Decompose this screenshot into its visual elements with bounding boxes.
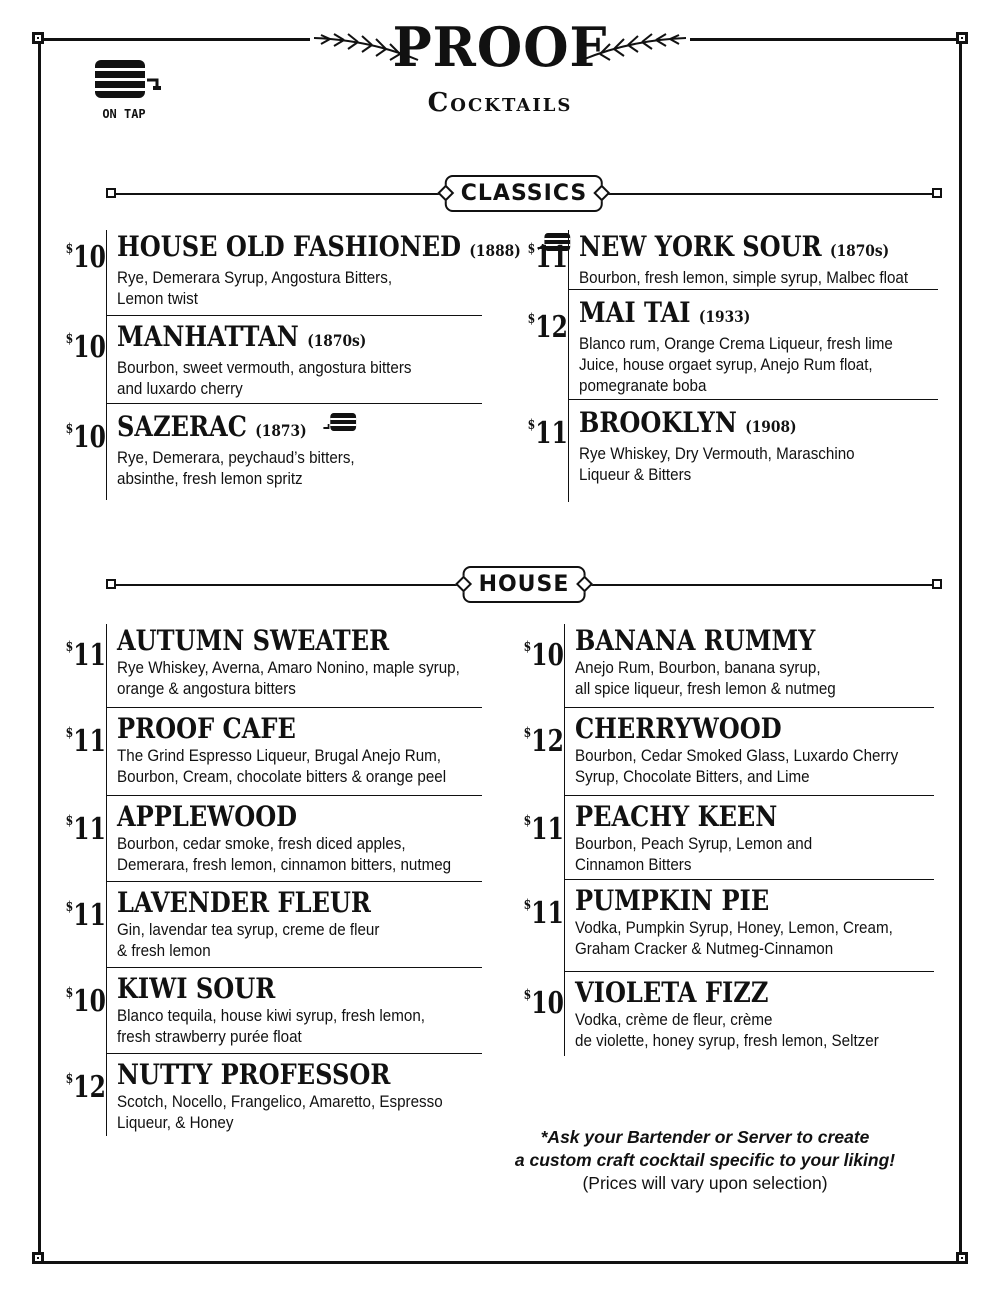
menu-item — [514, 972, 934, 1056]
menu-subtitle: Cocktails — [427, 88, 573, 118]
menu-item — [518, 230, 938, 290]
classics-left-column — [56, 230, 521, 500]
menu-item — [56, 796, 482, 882]
item-description: Blanco tequila, house kiwi syrup, fresh lemon, fresh strawberry purée float — [117, 1007, 425, 1046]
item-description: Vodka, Pumpkin Syrup, Honey, Lemon, Cream, Graham Cracker & Nutmeg-Cinnamon — [575, 919, 893, 958]
house-right-column — [514, 624, 934, 1056]
item-description: Scotch, Nocello, Frangelico, Amaretto, Espresso Liqueur, & Honey — [117, 1093, 443, 1132]
item-name: HOUSE OLD FASHIONED (1888) — [117, 230, 431, 268]
corner-ornament — [956, 1252, 968, 1264]
item-price: $10 — [65, 984, 106, 1019]
menu-item — [56, 968, 482, 1054]
item-name: CHERRYWOOD — [575, 712, 782, 745]
classics-section-divider — [106, 181, 942, 206]
item-description: Rye Whiskey, Averna, Amaro Nonino, maple syrup, orange & angostura bitters — [117, 659, 460, 698]
item-description: Anejo Rum, Bourbon, banana syrup, all spice liqueur, fresh lemon & nutmeg — [575, 659, 836, 698]
item-description: Gin, lavendar tea syrup, creme de fleur & fresh lemon — [117, 921, 380, 960]
item-name: APPLEWOOD — [117, 800, 298, 833]
item-price: $12 — [65, 1070, 106, 1105]
item-description: Bourbon, Cedar Smoked Glass, Luxardo Cherry Syrup, Chocolate Bitters, and Lime — [575, 747, 899, 786]
menu-item — [514, 880, 934, 972]
item-price: $11 — [65, 898, 106, 933]
menu-item — [56, 1054, 482, 1136]
item-price: $11 — [65, 638, 106, 673]
corner-ornament — [32, 32, 44, 44]
menu-item — [514, 708, 934, 796]
item-name: AUTUMN SWEATER — [117, 624, 390, 657]
on-tap-legend — [88, 56, 170, 121]
classics-title: CLASSICS — [445, 175, 603, 212]
item-name: MAI TAI (1933) — [579, 296, 751, 329]
item-name: SAZERAC (1873) — [117, 410, 431, 448]
item-description: Rye, Demerara, peychaud’s bitters, absinthe, fresh lemon spritz — [117, 449, 355, 488]
corner-ornament — [32, 1252, 44, 1264]
item-price: $10 — [523, 638, 564, 673]
keg-tap-icon — [89, 56, 169, 100]
item-name: NUTTY PROFESSOR — [117, 1058, 391, 1091]
item-description: Bourbon, Peach Syrup, Lemon and Cinnamon Bitters — [575, 835, 813, 874]
note-line: *Ask your Bartender or Server to create — [540, 1127, 870, 1147]
item-name: BANANA RUMMY — [575, 624, 816, 657]
menu-item — [56, 404, 482, 500]
item-name: MANHATTAN (1870s) — [117, 320, 367, 353]
note-line: a custom craft cocktail specific to your liking! — [514, 1150, 896, 1170]
item-name: NEW YORK SOUR (1870s) — [579, 230, 890, 263]
item-price: $11 — [527, 416, 568, 451]
item-price: $11 — [65, 724, 106, 759]
item-description: Vodka, crème de fleur, crème de violette, honey syrup, fresh lemon, Seltzer — [575, 1011, 879, 1050]
on-tap-keg-icon — [322, 412, 358, 432]
brand-logo — [310, 8, 690, 88]
menu-item — [518, 290, 938, 400]
item-description: Bourbon, fresh lemon, simple syrup, Malbec float — [579, 269, 909, 287]
custom-cocktail-note — [500, 1126, 910, 1195]
brand-name: PROOF — [392, 15, 608, 80]
item-price: $11 — [527, 240, 568, 275]
item-description: Bourbon, sweet vermouth, angostura bitters and luxardo cherry — [117, 359, 412, 398]
item-description: Rye Whiskey, Dry Vermouth, Maraschino Liqueur & Bitters — [579, 445, 855, 484]
menu-item — [56, 624, 482, 708]
note-line: (Prices will vary upon selection) — [582, 1173, 828, 1193]
menu-item — [518, 400, 938, 502]
menu-item — [514, 624, 934, 708]
item-price: $10 — [65, 420, 106, 455]
house-section-divider — [106, 572, 942, 597]
item-price: $10 — [65, 240, 106, 275]
item-price: $11 — [65, 812, 106, 847]
item-description: Rye, Demerara Syrup, Angostura Bitters, Lemon twist — [117, 269, 393, 308]
item-name: PROOF CAFE — [117, 712, 296, 745]
on-tap-label: ON TAP — [102, 107, 146, 121]
item-price: $12 — [523, 724, 564, 759]
item-name: PEACHY KEEN — [575, 800, 778, 833]
house-left-column — [56, 624, 482, 1136]
house-title: HOUSE — [463, 566, 586, 603]
item-description: Blanco rum, Orange Crema Liqueur, fresh lime Juice, house orgaet syrup, Anejo Rum float, pomegranate boba — [579, 335, 893, 395]
item-description: The Grind Espresso Liqueur, Brugal Anejo Rum, Bourbon, Cream, chocolate bitters & orange peel — [117, 747, 447, 786]
item-price: $11 — [523, 896, 564, 931]
item-name: KIWI SOUR — [117, 972, 276, 1005]
item-price: $10 — [65, 330, 106, 365]
item-price: $11 — [523, 812, 564, 847]
item-name: PUMPKIN PIE — [575, 884, 770, 917]
item-price: $10 — [523, 986, 564, 1021]
classics-right-column — [518, 230, 938, 502]
item-name: BROOKLYN (1908) — [579, 406, 797, 439]
item-name: VIOLETA FIZZ — [575, 976, 769, 1009]
corner-ornament — [956, 32, 968, 44]
item-description: Bourbon, cedar smoke, fresh diced apples, Demerara, fresh lemon, cinnamon bitters, nutmeg — [117, 835, 452, 874]
item-name: LAVENDER FLEUR — [117, 886, 371, 919]
menu-item — [56, 882, 482, 968]
menu-item — [514, 796, 934, 880]
menu-item — [56, 230, 521, 316]
menu-item — [56, 708, 482, 796]
menu-item — [56, 316, 482, 404]
item-price: $12 — [527, 310, 568, 345]
